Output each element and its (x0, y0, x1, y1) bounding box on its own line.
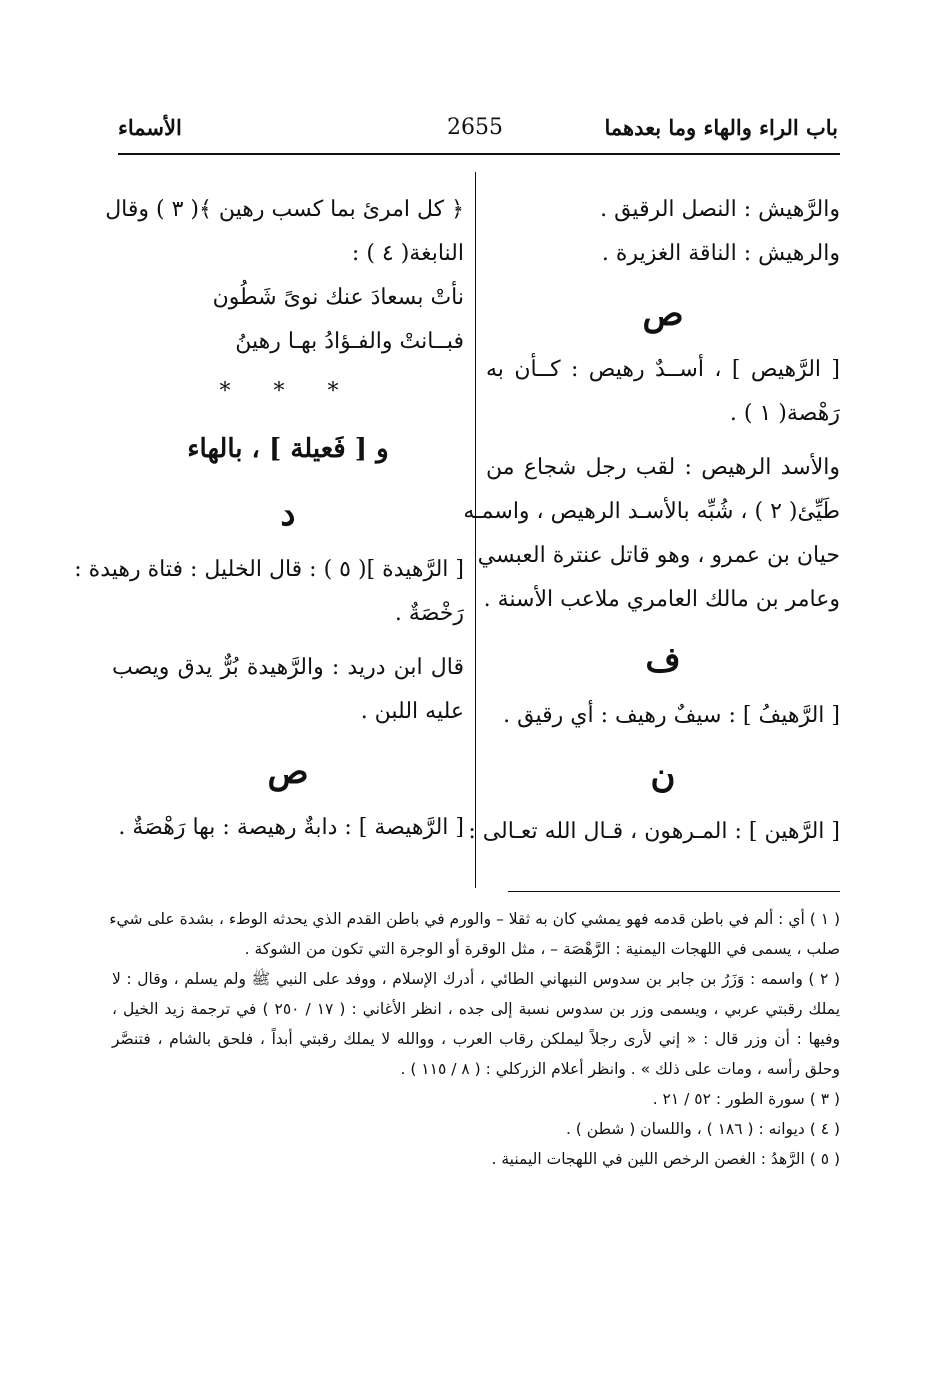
poetry-line: فبــانتْ والفـؤادُ بهـا رهينُ (235, 329, 464, 354)
poetry-line: نأتْ بسعادَ عنك نوىً شَطُون (212, 285, 464, 310)
footnote-line: ( ٢ ) واسمه : وَزَرُ بن جابر بن سدوس النبهاني الطائي ، أدرك الإسلام ، ووفد على النبي ﷺ ولم يسلم ، وقال : لا (112, 970, 840, 988)
letter-heading: ص (267, 752, 309, 792)
footnote-line: ( ٥ ) الرَّهدُ : الغصن الرخص اللين في اللهجات اليمنية . (491, 1150, 840, 1168)
footnote-rule (508, 891, 840, 892)
footnote-line: صلب ، يسمى في اللهجات اليمنية : الرَّهْصَة – ، مثل الوقرة أو الوجرة التي تكون من الشوكة . (244, 940, 840, 958)
letter-heading: ف (645, 640, 681, 680)
entry-line: [ الرَّهيص ] ، أســدٌ رهيص : كــأن به (486, 357, 840, 382)
right-column (463, 188, 840, 854)
footnote-line: ( ١ ) أي : ألم في باطن قدمه فهو يمشي كان به ثقلا – والورم في باطن القدم الذي يحدثه الوطء ، بشدة على شيء (109, 910, 840, 928)
letter-heading: د (280, 494, 296, 534)
entry-line: حيان بن عمرو ، وهو قاتل عنترة العبسي (477, 543, 840, 568)
pattern-heading: و [ فَعيلة ] ، بالهاء (187, 434, 389, 464)
entry-line: والأسد الرهيص : لقب رجل شجاع من (486, 455, 840, 480)
entry-line: [ الرَّهيصة ] : دابةٌ رهيصة : بها رَهْصَةٌ . (118, 815, 464, 840)
entry-line: عليه اللبن . (360, 699, 464, 724)
entry-line: رَخْصَةٌ . (394, 601, 464, 626)
footnote-line: وفيها : أن وزر قال : « إني لأرى رجلاً ليملكن رقاب العرب ، ووالله لا يملك رقبتي أبداً ، فلحق بالشام ، فتنصَّر (112, 1030, 840, 1048)
letter-heading: ص (642, 294, 684, 334)
letter-heading: ن (650, 756, 676, 796)
section-separator: * * * (219, 379, 357, 404)
entry-line: [ الرَّهين ] : المـرهون ، قـال الله تعـالى : (468, 819, 840, 844)
entry-line: النابغة( ٤ ) : (351, 241, 464, 266)
entry-line: رَهْصة( ١ ) . (729, 401, 840, 426)
section-title: الأسماء (118, 115, 182, 140)
entry-line: والرَّهيش : النصل الرقيق . (600, 197, 840, 222)
footnote-line: ( ٣ ) سورة الطور : ٥٢ / ٢١ . (652, 1090, 840, 1108)
footnote-line: وحلق رأسه ، ومات على ذلك » . وانظر أعلام الزركلي : ( ٨ / ١١٥ ) . (400, 1060, 840, 1078)
footnotes (109, 904, 841, 1174)
footnote-line: يملك رقبتي عربي ، ويسمى وزر بن سدوس نسبة إلى جده ، انظر الأغاني : ( ١٧ / ٢٥٠ ) في ترجمة زيد الخيل ، (112, 1000, 841, 1018)
entry-line: والرهيش : الناقة الغزيرة . (601, 241, 840, 266)
entry-line: ﴿ كل امرئ بما كسب رهين ﴾( ٣ ) وقال (105, 197, 464, 222)
chapter-title: باب الراء والهاء وما بعدهما (604, 115, 838, 140)
footnote-line: ( ٤ ) ديوانه : ( ١٨٦ ) ، واللسان ( شطن ) . (565, 1120, 840, 1138)
page-number: 2655 (447, 115, 503, 140)
left-column (74, 188, 464, 850)
entry-line: طَيِّئ( ٢ ) ، شُبِّه بالأسـد الرهيص ، واسمـه (463, 499, 840, 524)
entry-line: [ الرَّهيدة ]( ٥ ) : قال الخليل : فتاة رهيدة : (74, 557, 464, 582)
entry-line: قال ابن دريد : والرَّهيدة بُرٌّ يدق ويصب (112, 655, 464, 680)
entry-line: [ الرَّهيفُ ] : سيفٌ رهيف : أي رقيق . (503, 703, 840, 728)
header-rule (118, 153, 840, 155)
entry-line: وعامر بن مالك العامري ملاعب الأسنة . (483, 587, 840, 612)
